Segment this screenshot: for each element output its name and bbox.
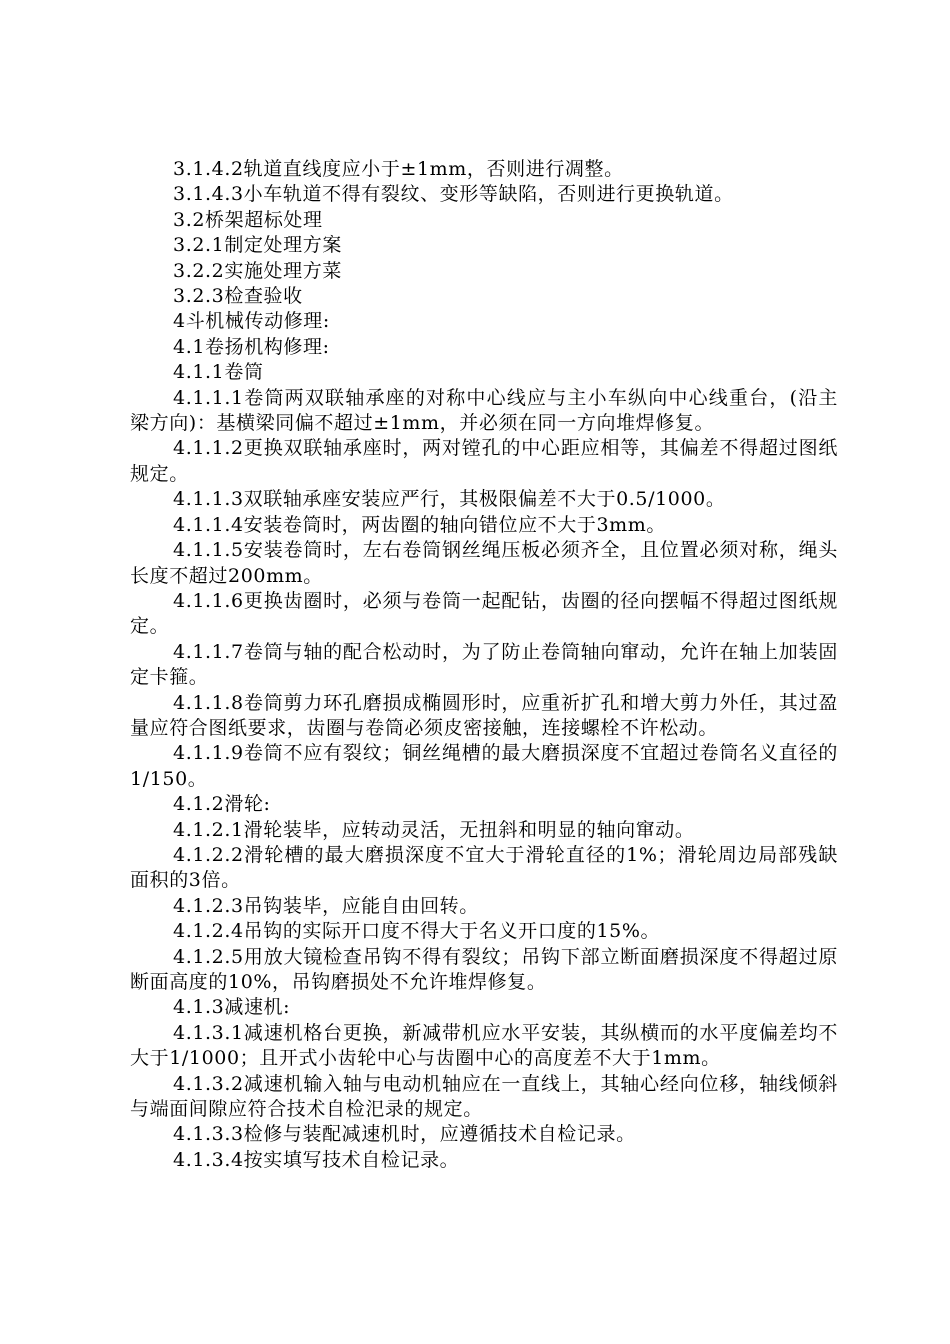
paragraph: 4.1卷扬机构修理: <box>173 335 330 358</box>
paragraph: 3.2桥架超标处理 <box>173 208 323 231</box>
paragraph: 4.1.3.4按实填写技术自检记录。 <box>173 1148 460 1171</box>
paragraph: 4.1.2.5用放大镜检查吊钩不得有裂纹；吊钩下部立断面磨损深度不得超过原断面高度的10%，吊钩磨损处不允许堆焊修复。 <box>130 945 838 993</box>
paragraph: 3.2.3检查验收 <box>173 285 303 308</box>
paragraph: 4.1.2.3吊钩装毕，应能自由回转。 <box>173 894 479 917</box>
paragraph: 4.1.1.5安装卷筒时，左右卷筒钢丝绳压板必须齐全，且位置必须对称，绳头长度不超过200mm。 <box>130 539 838 587</box>
paragraph: 4.1.1.6更换齿圈时，必须与卷筒一起配钻，齿圈的径向摆幅不得超过图纸规定。 <box>130 589 838 638</box>
paragraph: 4.1.3.3检修与装配减速机时，应遵循技术自检记录。 <box>173 1123 636 1146</box>
paragraph: 4.1.1.7卷筒与轴的配合松动时，为了防止卷筒轴向窜动，允许在轴上加装固定卡箍。 <box>130 640 838 689</box>
document-body <box>130 157 838 1173</box>
paragraph: 3.1.4.2轨道直线度应小于±1mm，否则进行凋整。 <box>173 158 624 180</box>
paragraph: 4.1.3.2减速机输入轴与电动机轴应在一直线上，其轴心经向位移，轴线倾斜与端面间隙应符合技术自检汜录的规定。 <box>130 1072 838 1121</box>
paragraph: 4.1.3.1减速机格台更换，新减带机应水平安装，其纵横而的水平度偏差均不大于1/1000；且开式小齿轮中心与齿圈中心的高度差不大于1mm。 <box>130 1021 838 1070</box>
paragraph: 4.1.3减速机: <box>173 996 291 1019</box>
paragraph: 4.1.2滑轮: <box>173 793 271 816</box>
paragraph: 4.1.2.4吊钩的实际开口度不得大于名义开口度的15%。 <box>173 920 661 943</box>
paragraph: 4.1.2.1滑轮装毕，应转动灵活，无扭斜和明显的轴向窜动。 <box>173 818 695 841</box>
paragraph: 4.1.1.3双联轴承座安装应严行，其极限偏差不大于0.5/1000。 <box>173 488 726 511</box>
paragraph: 4.1.1.1卷筒两双联轴承座的对称中心线应与主小车纵向中心线重台，(沿主梁方向)：基横梁同偏不超过±1mm，并必须在同一方向堆焊修复。 <box>130 386 838 435</box>
paragraph: 3.2.1制定处理方案 <box>173 234 342 257</box>
paragraph: 3.1.4.3小车轨道不得有裂纹、变形等缺陷，否则进行更换轨道。 <box>173 183 734 206</box>
paragraph: 3.2.2实施处理方菜 <box>173 259 342 282</box>
paragraph: 4.1.1.9卷筒不应有裂纹；铜丝绳槽的最大磨损深度不宜超过卷筒名义直径的1/150。 <box>130 742 838 790</box>
paragraph: 4.1.1卷筒 <box>173 361 264 384</box>
paragraph: 4.1.1.8卷筒剪力环孔磨损成椭圆形时，应重祈扩孔和增大剪力外任，其过盈量应符合图纸要求，齿圈与卷筒必须皮密接触，连接螺栓不许松动。 <box>130 691 838 739</box>
paragraph: 4.1.1.2更换双联轴承座时，两对镗孔的中心距应相等，其偏差不得超过图纸规定。 <box>130 437 838 485</box>
paragraph: 4.1.1.4安装卷筒时，两齿圈的轴向错位应不大于3mm。 <box>173 513 666 536</box>
paragraph: 4斗机械传动修理: <box>173 310 330 333</box>
paragraph: 4.1.2.2滑轮槽的最大磨损深度不宜大于滑轮直径的1%；滑轮周边局部残缺面积的3倍。 <box>130 843 838 892</box>
